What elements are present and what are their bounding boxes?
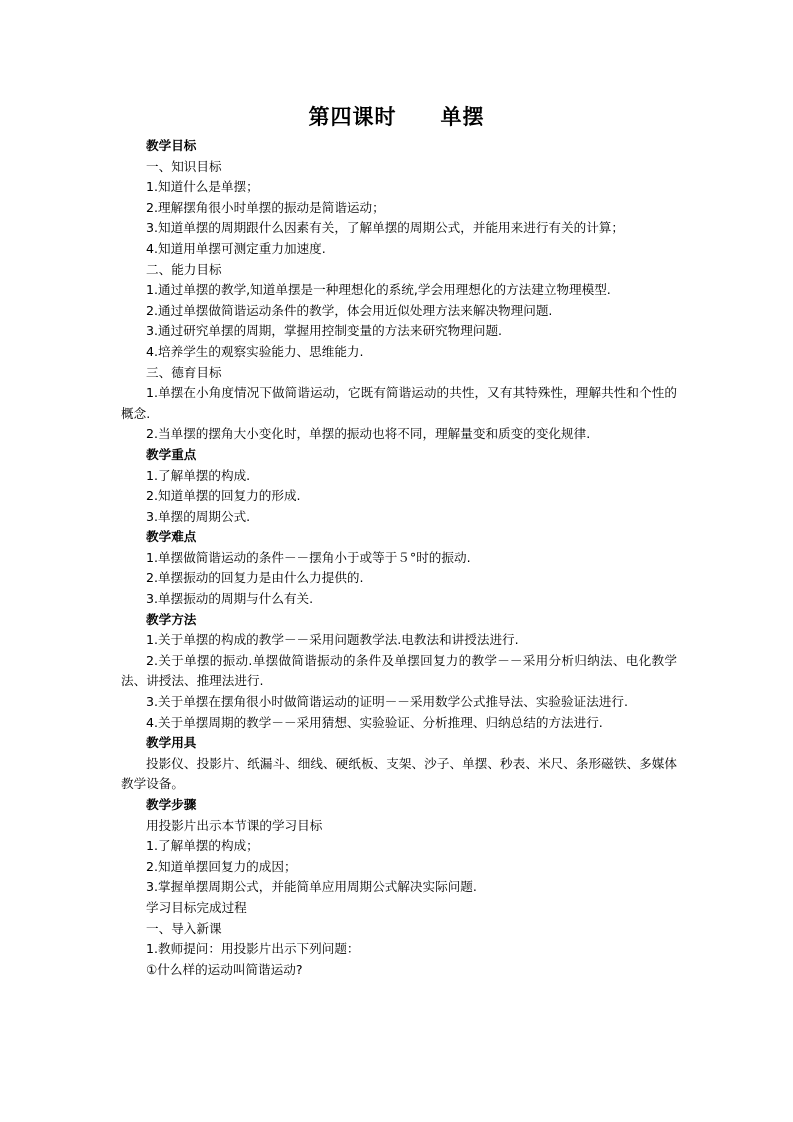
subheading-moral: 三、德育目标 [146, 364, 222, 380]
key-item: 2.知道单摆的回复力的形成. [146, 488, 301, 504]
method-item: 2.关于单摆的振动.单摆做简谐振动的条件及单摆回复力的教学－－采用分析归纳法、电化教学法、讲授法、推理法进行. [121, 652, 677, 689]
section-heading-steps: 教学步骤 [146, 797, 197, 812]
method-item: 3.关于单摆在摆角很小时做简谐运动的证明－－采用数学公式推导法、实验验证法进行. [146, 694, 628, 710]
section-heading-goals: 教学目标 [146, 138, 197, 153]
intro-heading: 一、导入新课 [146, 920, 222, 936]
knowledge-item: 2.理解摆角很小时单摆的振动是简谐运动； [146, 199, 385, 215]
moral-item: 2.当单摆的摆角大小变化时，单摆的振动也将不同，理解量变和质变的变化规律. [146, 426, 591, 442]
subheading-ability: 二、能力目标 [146, 261, 222, 277]
document-body [121, 136, 677, 980]
difficult-item: 1.单摆做简谐运动的条件－－摆角小于或等于５°时的振动. [146, 549, 471, 565]
intro-question: 1.教师提问：用投影片出示下列问题： [146, 941, 360, 957]
tools-list: 投影仪、投影片、纸漏斗、细线、硬纸板、支架、沙子、单摆、秒表、米尺、条形磁铁、多媒体教学设备。 [121, 755, 677, 792]
ability-item: 4.培养学生的观察实验能力、思维能力. [146, 343, 364, 359]
key-item: 1.了解单摆的构成. [146, 467, 251, 483]
section-heading-difficult: 教学难点 [146, 529, 197, 545]
knowledge-item: 4.知道用单摆可测定重力加速度. [146, 240, 326, 256]
section-heading-method: 教学方法 [146, 611, 197, 627]
key-item: 3.单摆的周期公式. [146, 508, 251, 524]
ability-item: 1.通过单摆的教学,知道单摆是一种理想化的系统,学会用理想化的方法建立物理模型. [146, 282, 611, 298]
knowledge-item: 1.知道什么是单摆； [146, 179, 259, 195]
steps-item: 1.了解单摆的构成； [146, 838, 259, 854]
section-heading-tools: 教学用具 [146, 735, 197, 751]
section-heading-key: 教学重点 [146, 446, 197, 462]
subheading-knowledge: 一、知识目标 [146, 158, 222, 174]
steps-item: 2.知道单摆回复力的成因； [146, 858, 297, 874]
knowledge-item: 3.知道单摆的周期跟什么因素有关，了解单摆的周期公式，并能用来进行有关的计算； [146, 220, 624, 236]
page-title: 第四课时 单摆 [308, 104, 485, 129]
intro-question-1: ①什么样的运动叫简谐运动? [146, 961, 303, 977]
difficult-item: 2.单摆振动的回复力是由什么力提供的. [146, 570, 364, 586]
method-item: 1.关于单摆的构成的教学－－采用问题教学法.电教法和讲授法进行. [146, 632, 519, 648]
steps-intro: 用投影片出示本节课的学习目标 [146, 817, 323, 833]
steps-item: 3.掌握单摆周期公式，并能简单应用周期公式解决实际问题. [146, 879, 477, 895]
process-heading: 学习目标完成过程 [146, 899, 247, 915]
method-item: 4.关于单摆周期的教学－－采用猜想、实验验证、分析推理、归纳总结的方法进行. [146, 714, 603, 730]
moral-item: 1.单摆在小角度情况下做简谐运动，它既有简谐运动的共性，又有其特殊性，理解共性和个性的概念. [121, 385, 677, 421]
ability-item: 3.通过研究单摆的周期，掌握用控制变量的方法来研究物理问题. [146, 323, 503, 339]
difficult-item: 3.单摆振动的周期与什么有关. [146, 591, 314, 607]
ability-item: 2.通过单摆做简谐运动条件的教学，体会用近似处理方法来解决物理问题. [146, 302, 553, 318]
